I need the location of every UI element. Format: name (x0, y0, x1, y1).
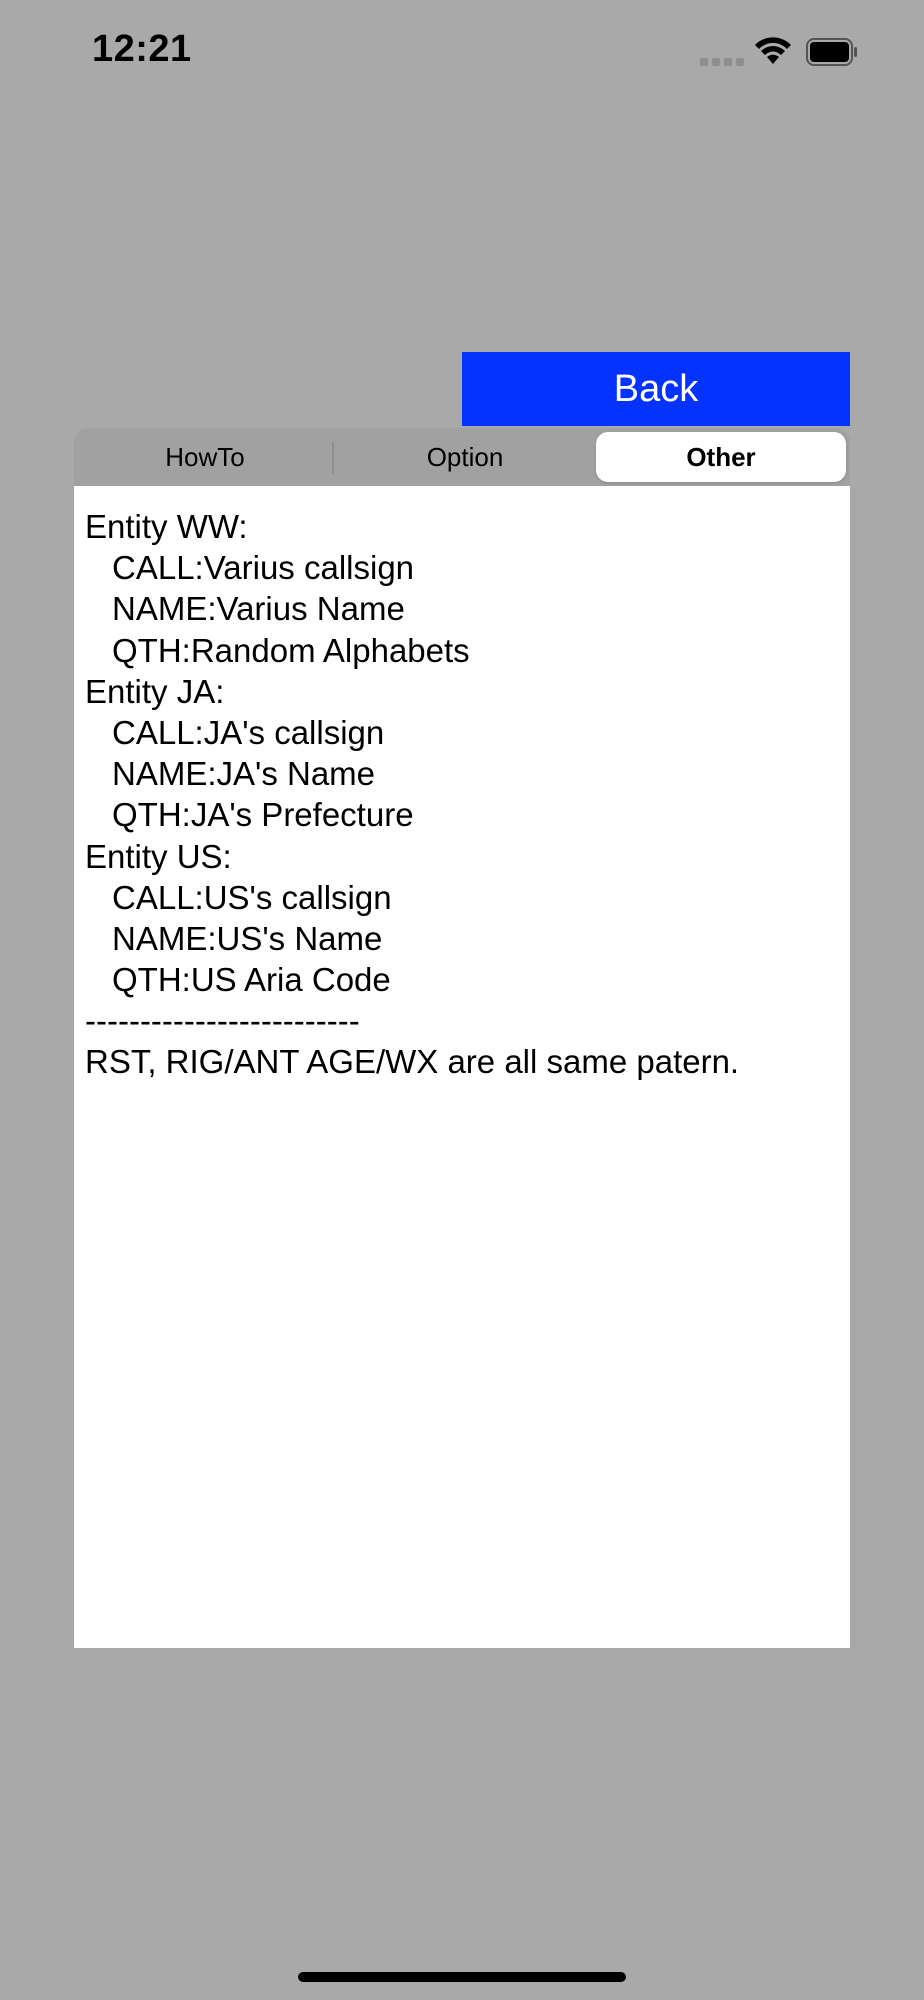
text-line: NAME:Varius Name (112, 590, 405, 628)
wifi-icon (754, 36, 792, 66)
text-line: CALL:Varius callsign (112, 549, 415, 587)
content-text-view[interactable] (74, 486, 850, 1648)
tab-bar (74, 428, 850, 486)
text-line: Entity WW: (85, 508, 248, 545)
content-text (85, 506, 739, 1083)
home-indicator[interactable] (298, 1972, 626, 1982)
text-line: NAME:US's Name (112, 919, 383, 957)
separator-line: ------------------------- (85, 1002, 360, 1040)
tab-other[interactable]: Other (596, 432, 846, 482)
battery-icon (806, 38, 858, 66)
text-line: CALL:JA's callsign (112, 713, 385, 751)
status-time: 12:21 (92, 28, 192, 70)
text-line: CALL:US's callsign (112, 878, 392, 916)
tab-option[interactable]: Option (426, 441, 504, 472)
tab-divider (332, 442, 334, 474)
text-line: NAME:JA's Name (112, 755, 376, 793)
text-line: Entity US: (85, 837, 232, 875)
text-line: RST, RIG/ANT AGE/WX are all same patern. (85, 1043, 740, 1081)
back-button[interactable]: Back (462, 352, 850, 426)
text-line: QTH:US Aria Code (112, 961, 391, 999)
cellular-signal-icon (700, 58, 744, 66)
text-line: QTH:Random Alphabets (112, 631, 470, 669)
text-line: QTH:JA's Prefecture (112, 796, 414, 834)
tab-howto[interactable]: HowTo (165, 441, 245, 472)
text-line: Entity JA: (85, 672, 225, 710)
